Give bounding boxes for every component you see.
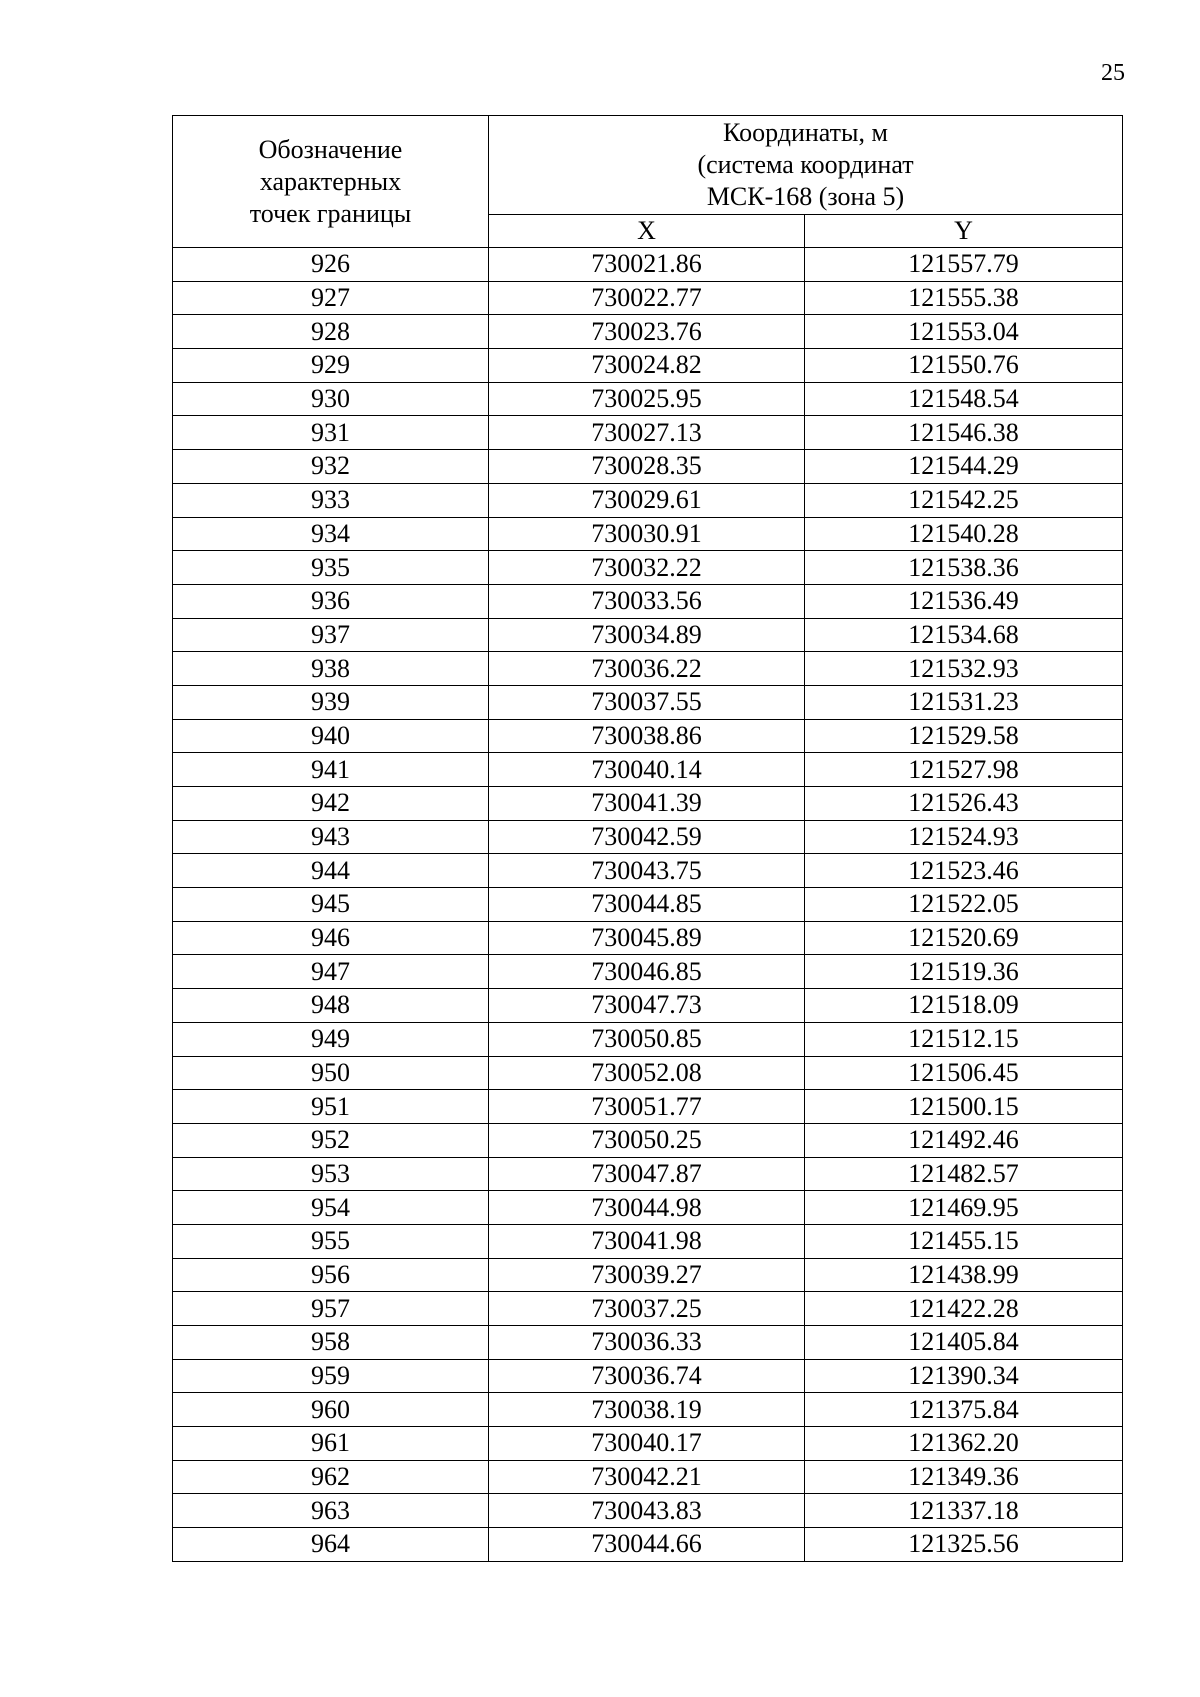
cell-x: 730046.85 [489, 955, 805, 989]
cell-x: 730051.77 [489, 1090, 805, 1124]
cell-x: 730021.86 [489, 248, 805, 282]
cell-x: 730036.74 [489, 1359, 805, 1393]
table-row [173, 1494, 1123, 1528]
cell-x: 730029.61 [489, 483, 805, 517]
cell-x: 730047.87 [489, 1157, 805, 1191]
cell-point: 936 [173, 584, 489, 618]
cell-y: 121518.09 [805, 989, 1123, 1023]
cell-point: 962 [173, 1460, 489, 1494]
table-row [173, 1292, 1123, 1326]
cell-point: 927 [173, 281, 489, 315]
cell-y: 121550.76 [805, 349, 1123, 383]
cell-point: 939 [173, 685, 489, 719]
table-row [173, 1056, 1123, 1090]
table-row [173, 517, 1123, 551]
cell-y: 121548.54 [805, 382, 1123, 416]
table-row [173, 1359, 1123, 1393]
cell-point: 944 [173, 854, 489, 888]
cell-x: 730044.98 [489, 1191, 805, 1225]
cell-point: 938 [173, 652, 489, 686]
cell-x: 730044.66 [489, 1528, 805, 1562]
cell-y: 121492.46 [805, 1123, 1123, 1157]
cell-point: 960 [173, 1393, 489, 1427]
table-row [173, 1224, 1123, 1258]
cell-point: 950 [173, 1056, 489, 1090]
cell-y: 121482.57 [805, 1157, 1123, 1191]
cell-point: 926 [173, 248, 489, 282]
cell-point: 955 [173, 1224, 489, 1258]
cell-x: 730042.21 [489, 1460, 805, 1494]
cell-point: 959 [173, 1359, 489, 1393]
table-row [173, 315, 1123, 349]
table-row [173, 1123, 1123, 1157]
cell-x: 730045.89 [489, 921, 805, 955]
cell-point: 956 [173, 1258, 489, 1292]
table-row [173, 1326, 1123, 1360]
cell-point: 928 [173, 315, 489, 349]
coordinates-table [172, 115, 1123, 1562]
cell-y: 121325.56 [805, 1528, 1123, 1562]
table-row [173, 416, 1123, 450]
cell-point: 947 [173, 955, 489, 989]
cell-point: 930 [173, 382, 489, 416]
cell-x: 730032.22 [489, 551, 805, 585]
cell-x: 730022.77 [489, 281, 805, 315]
table-row [173, 1460, 1123, 1494]
cell-x: 730041.98 [489, 1224, 805, 1258]
cell-x: 730030.91 [489, 517, 805, 551]
table-row [173, 483, 1123, 517]
table-row [173, 618, 1123, 652]
header-y: Y [805, 215, 1123, 248]
cell-x: 730033.56 [489, 584, 805, 618]
table-row [173, 685, 1123, 719]
table-row [173, 753, 1123, 787]
table-header [173, 116, 1123, 248]
cell-x: 730044.85 [489, 888, 805, 922]
cell-y: 121519.36 [805, 955, 1123, 989]
cell-point: 942 [173, 787, 489, 821]
table-row [173, 382, 1123, 416]
header-coords-label: Координаты, м (система координат МСК-168 (зона 5) [697, 118, 914, 211]
cell-point: 931 [173, 416, 489, 450]
table-row [173, 450, 1123, 484]
table-row [173, 652, 1123, 686]
cell-point: 957 [173, 1292, 489, 1326]
header-x: X [489, 215, 805, 248]
cell-point: 932 [173, 450, 489, 484]
table-row [173, 1427, 1123, 1461]
cell-y: 121512.15 [805, 1022, 1123, 1056]
cell-y: 121523.46 [805, 854, 1123, 888]
cell-y: 121555.38 [805, 281, 1123, 315]
cell-x: 730039.27 [489, 1258, 805, 1292]
cell-x: 730036.22 [489, 652, 805, 686]
cell-y: 121531.23 [805, 685, 1123, 719]
cell-y: 121542.25 [805, 483, 1123, 517]
cell-point: 943 [173, 820, 489, 854]
table-row [173, 248, 1123, 282]
table-row [173, 820, 1123, 854]
cell-y: 121390.34 [805, 1359, 1123, 1393]
cell-point: 958 [173, 1326, 489, 1360]
cell-y: 121532.93 [805, 652, 1123, 686]
table-row [173, 584, 1123, 618]
cell-y: 121534.68 [805, 618, 1123, 652]
cell-y: 121536.49 [805, 584, 1123, 618]
table-row [173, 1393, 1123, 1427]
cell-x: 730040.17 [489, 1427, 805, 1461]
table-row [173, 955, 1123, 989]
cell-point: 933 [173, 483, 489, 517]
cell-x: 730037.55 [489, 685, 805, 719]
cell-point: 952 [173, 1123, 489, 1157]
cell-y: 121405.84 [805, 1326, 1123, 1360]
table-row [173, 921, 1123, 955]
cell-x: 730034.89 [489, 618, 805, 652]
table-row [173, 551, 1123, 585]
cell-point: 934 [173, 517, 489, 551]
cell-x: 730023.76 [489, 315, 805, 349]
cell-x: 730043.75 [489, 854, 805, 888]
cell-x: 730036.33 [489, 1326, 805, 1360]
header-point-label: Обозначение характерных точек границы [249, 134, 412, 228]
table-row [173, 787, 1123, 821]
cell-x: 730024.82 [489, 349, 805, 383]
cell-point: 964 [173, 1528, 489, 1562]
cell-y: 121544.29 [805, 450, 1123, 484]
cell-x: 730042.59 [489, 820, 805, 854]
cell-y: 121506.45 [805, 1056, 1123, 1090]
table-row [173, 1090, 1123, 1124]
cell-y: 121546.38 [805, 416, 1123, 450]
cell-point: 935 [173, 551, 489, 585]
table-row [173, 281, 1123, 315]
cell-x: 730052.08 [489, 1056, 805, 1090]
cell-y: 121527.98 [805, 753, 1123, 787]
table-row [173, 854, 1123, 888]
cell-y: 121520.69 [805, 921, 1123, 955]
cell-point: 945 [173, 888, 489, 922]
cell-y: 121526.43 [805, 787, 1123, 821]
cell-x: 730038.86 [489, 719, 805, 753]
header-point-designation [173, 116, 489, 248]
cell-y: 121469.95 [805, 1191, 1123, 1225]
cell-point: 951 [173, 1090, 489, 1124]
cell-y: 121538.36 [805, 551, 1123, 585]
page-number: 25 [1101, 60, 1125, 86]
table-row [173, 1022, 1123, 1056]
cell-x: 730041.39 [489, 787, 805, 821]
cell-x: 730050.85 [489, 1022, 805, 1056]
cell-y: 121438.99 [805, 1258, 1123, 1292]
cell-y: 121557.79 [805, 248, 1123, 282]
cell-y: 121529.58 [805, 719, 1123, 753]
table-row [173, 349, 1123, 383]
cell-x: 730027.13 [489, 416, 805, 450]
cell-y: 121500.15 [805, 1090, 1123, 1124]
cell-x: 730037.25 [489, 1292, 805, 1326]
cell-point: 954 [173, 1191, 489, 1225]
table-body [173, 248, 1123, 1562]
cell-y: 121455.15 [805, 1224, 1123, 1258]
cell-point: 946 [173, 921, 489, 955]
cell-point: 937 [173, 618, 489, 652]
cell-point: 949 [173, 1022, 489, 1056]
cell-point: 940 [173, 719, 489, 753]
table-row [173, 1191, 1123, 1225]
cell-point: 963 [173, 1494, 489, 1528]
cell-y: 121522.05 [805, 888, 1123, 922]
cell-point: 929 [173, 349, 489, 383]
cell-x: 730025.95 [489, 382, 805, 416]
cell-y: 121362.20 [805, 1427, 1123, 1461]
cell-point: 953 [173, 1157, 489, 1191]
cell-y: 121524.93 [805, 820, 1123, 854]
table-row [173, 888, 1123, 922]
cell-y: 121553.04 [805, 315, 1123, 349]
table-row [173, 1157, 1123, 1191]
cell-x: 730050.25 [489, 1123, 805, 1157]
cell-point: 941 [173, 753, 489, 787]
cell-point: 948 [173, 989, 489, 1023]
cell-x: 730028.35 [489, 450, 805, 484]
table-row [173, 1258, 1123, 1292]
cell-y: 121422.28 [805, 1292, 1123, 1326]
cell-point: 961 [173, 1427, 489, 1461]
table-row [173, 719, 1123, 753]
cell-y: 121349.36 [805, 1460, 1123, 1494]
cell-x: 730038.19 [489, 1393, 805, 1427]
table-row [173, 989, 1123, 1023]
cell-x: 730043.83 [489, 1494, 805, 1528]
cell-x: 730047.73 [489, 989, 805, 1023]
cell-y: 121540.28 [805, 517, 1123, 551]
cell-y: 121337.18 [805, 1494, 1123, 1528]
cell-y: 121375.84 [805, 1393, 1123, 1427]
cell-x: 730040.14 [489, 753, 805, 787]
table-row [173, 1528, 1123, 1562]
header-coordinates [489, 116, 1123, 215]
